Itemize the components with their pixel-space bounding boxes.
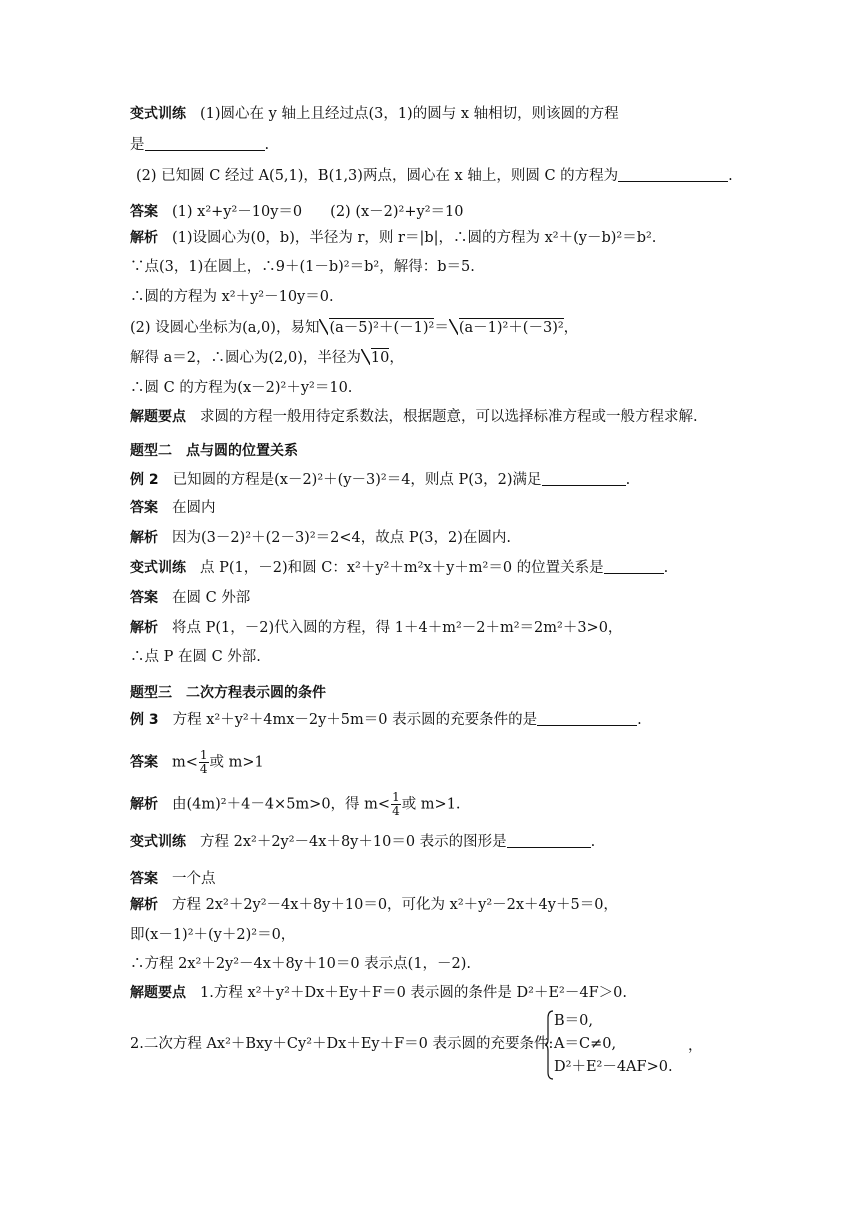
condition-3: D²＋E²－4AF>0.	[554, 1059, 673, 1075]
answer-label: 答案	[130, 871, 158, 887]
fraction: $\frac{1}{4}$	[392, 790, 400, 818]
variant-line-3: 变式训练 点 P(1，－2)和圆 C：x²＋y²＋m²x＋y＋m²＝0 的位置关系是 .	[130, 560, 669, 576]
analysis-text-2: ∵点(3，1)在圆上，∴9＋(1－b)²＝b²，解得：b＝5.	[130, 259, 475, 275]
analysis-line-3	[130, 287, 334, 307]
analysis-line	[130, 528, 511, 548]
analysis-line-2	[130, 257, 475, 277]
answer-label: 答案	[130, 204, 158, 220]
variant-answer-4: 一个点	[172, 871, 216, 887]
section-title-2: 题型二 点与圆的位置关系	[130, 443, 298, 459]
answer-blank	[542, 471, 626, 486]
answer-line	[130, 869, 216, 889]
analysis-label: 解析	[130, 796, 158, 813]
analysis-text-3: ∴圆的方程为 x²＋y²－10y＝0.	[130, 289, 334, 305]
analysis-line	[130, 895, 618, 915]
analysis-line-6	[130, 378, 352, 398]
analysis-label: 解析	[130, 897, 158, 913]
analysis-text-4: (2) 设圆心坐标为(a,0)，易知	[130, 320, 320, 336]
example-3-label: 例 3	[130, 712, 159, 728]
analysis-line-4: (2) 设圆心坐标为(a,0)，易知 (a－5)²＋(－1)²＝ (a－1)²＋(－3)²，	[130, 320, 579, 336]
variant-analysis-3b: ∴点 P 在圆 C 外部.	[130, 649, 261, 665]
answer-blank	[618, 167, 728, 182]
variant-question-3: 点 P(1，－2)和圆 C：x²＋y²＋m²x＋y＋m²＝0 的位置关系是	[200, 560, 604, 576]
example-2-answer: 在圆内	[172, 500, 216, 516]
example-3-question: 方程 x²＋y²＋4mx－2y＋5m＝0 表示圆的充要条件的是	[172, 712, 538, 728]
variant-line-4: 变式训练 方程 2x²＋2y²－4x＋8y＋10＝0 表示的图形是 .	[130, 834, 596, 850]
key-points-line	[130, 407, 698, 427]
left-brace-icon	[544, 1010, 554, 1080]
section-title-3: 题型三 二次方程表示圆的条件	[130, 685, 326, 701]
trailing-comma: ，	[688, 1038, 703, 1054]
answer-label: 答案	[130, 500, 158, 516]
variant-analysis-4b: 即(x－1)²＋(y＋2)²＝0，	[130, 927, 296, 943]
example-2-analysis: 因为(3－2)²＋(2－3)²＝2<4，故点 P(3，2)在圆内.	[172, 530, 511, 546]
answer-line	[130, 588, 250, 608]
analysis-line-5: 解得 a＝2，∴圆心为(2,0)，半径为 10，	[130, 350, 404, 366]
answer-label: 答案	[130, 590, 158, 606]
analysis-label: 解析	[130, 230, 158, 246]
analysis-line: 解析 由(4m)²＋4－4×5m>0，得 m< $\frac{1}{4}$ 或 m>1.	[130, 790, 461, 818]
example-3-line: 例 3 方程 x²＋y²＋4mx－2y＋5m＝0 表示圆的充要条件的是 .	[130, 712, 642, 728]
variant-line-1b: 是 .	[130, 137, 270, 153]
example-2-label: 例 2	[130, 472, 159, 488]
answer-blank	[537, 711, 637, 726]
variant-question-2: (2) 已知圆 C 经过 A(5,1)，B(1,3)两点，圆心在 x 轴上，则圆 C 的方程为	[136, 168, 619, 184]
variant-question-4: 方程 2x²＋2y²－4x＋8y＋10＝0 表示的图形是	[200, 834, 507, 850]
analysis-line-1	[130, 228, 656, 248]
analysis-label: 解析	[130, 530, 158, 546]
variant-analysis-3a: 将点 P(1，－2)代入圆的方程，得 1＋4＋m²－2＋m²＝2m²＋3>0，	[172, 620, 623, 636]
variant-label: 变式训练	[130, 106, 186, 122]
answer-blank	[604, 559, 664, 574]
analysis-text-6: ∴圆 C 的方程为(x－2)²＋y²＝10.	[130, 380, 353, 396]
example-2-line: 例 2 已知圆的方程是(x－2)²＋(y－3)²＝4，则点 P(3，2)满足 .	[130, 472, 631, 488]
answer-1: (1) x²+y²－10y＝0	[172, 204, 303, 220]
analysis-text-5: 解得 a＝2，∴圆心为(2,0)，半径为	[130, 350, 361, 366]
answer-line: 答案 m< $\frac{1}{4}$ 或 m>1	[130, 748, 264, 776]
variant-line-1	[130, 104, 619, 124]
sqrt-expression: 10	[361, 348, 389, 368]
answer-blank	[145, 136, 265, 151]
answer-label: 答案	[130, 754, 158, 771]
analysis-label: 解析	[130, 620, 158, 636]
variant-answer-3: 在圆 C 外部	[172, 590, 251, 606]
analysis-line	[130, 647, 261, 667]
analysis-text-1: (1)设圆心为(0，b)，半径为 r，则 r＝|b|，∴圆的方程为 x²＋(y－b)²＝b².	[172, 230, 657, 246]
key-points-text-1: 1.方程 x²＋y²＋Dx＋Ey＋F＝0 表示圆的条件是 D²＋E²－4F＞0.	[200, 985, 627, 1001]
key-points-line	[130, 983, 627, 1003]
analysis-line	[130, 925, 295, 945]
variant-question-1: (1)圆心在 y 轴上且经过点(3，1)的圆与 x 轴相切，则该圆的方程	[200, 106, 619, 122]
variant-question-1b: 是	[130, 137, 145, 153]
condition-block	[130, 1010, 710, 1080]
variant-analysis-4c: ∴方程 2x²＋2y²－4x＋8y＋10＝0 表示点(1，－2).	[130, 956, 472, 972]
answer-2: (2) (x－2)²+y²＝10	[330, 204, 464, 220]
answer-line	[130, 498, 216, 518]
sqrt-expression: (a－1)²＋(－3)²	[449, 318, 564, 338]
sqrt-expression: (a－5)²＋(－1)²	[319, 318, 434, 338]
answer-blank	[507, 833, 591, 848]
variant-analysis-4a: 方程 2x²＋2y²－4x＋8y＋10＝0，可化为 x²＋y²－2x＋4y＋5＝0，	[172, 897, 618, 913]
condition-list	[554, 1010, 673, 1079]
fraction: $\frac{1}{4}$	[199, 748, 208, 776]
variant-label: 变式训练	[130, 560, 186, 576]
condition-1: B＝0,	[554, 1013, 593, 1029]
key-points-label: 解题要点	[130, 409, 186, 425]
analysis-line	[130, 954, 471, 974]
variant-line-2: (2) 已知圆 C 经过 A(5,1)，B(1,3)两点，圆心在 x 轴上，则圆 C 的方程为 .	[136, 168, 733, 184]
condition-2: A＝C≠0,	[554, 1036, 617, 1052]
variant-label: 变式训练	[130, 834, 186, 850]
key-points-label: 解题要点	[130, 985, 186, 1001]
example-2-question: 已知圆的方程是(x－2)²＋(y－3)²＝4，则点 P(3，2)满足	[172, 472, 542, 488]
analysis-line	[130, 618, 622, 638]
key-points-text: 求圆的方程一般用待定系数法，根据题意，可以选择标准方程或一般方程求解.	[200, 409, 698, 425]
key-points-text-2: 2.二次方程 Ax²＋Bxy＋Cy²＋Dx＋Ey＋F＝0 表示圆的充要条件:	[130, 1036, 554, 1052]
answer-line	[130, 202, 463, 222]
